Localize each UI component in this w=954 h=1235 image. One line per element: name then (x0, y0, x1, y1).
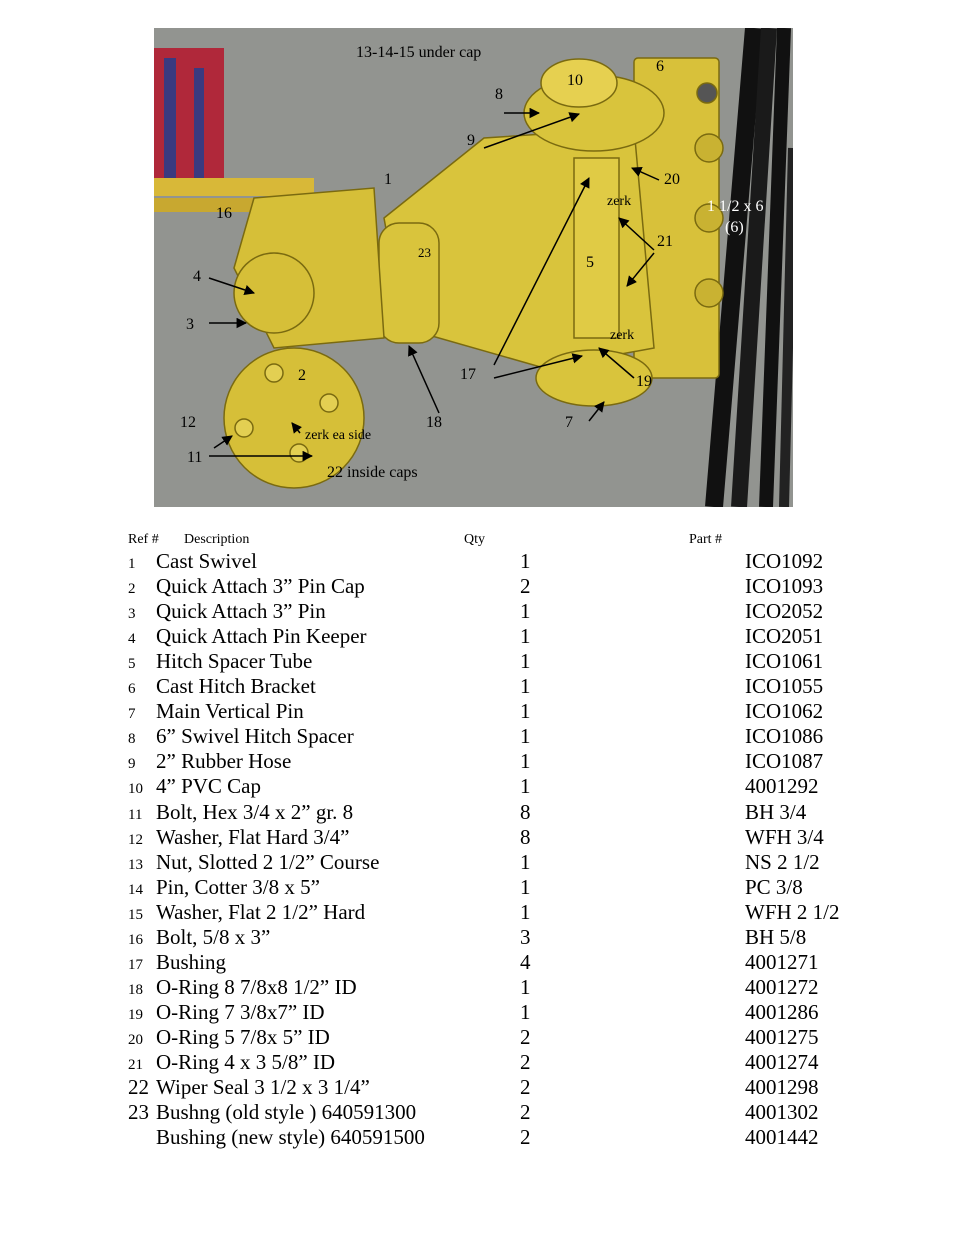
part-quantity: 2 (520, 1050, 531, 1074)
table-row (128, 825, 888, 850)
part-description: O-Ring 5 7/8x 5” ID (156, 1024, 330, 1049)
table-row (128, 1075, 888, 1100)
part-number: WFH 3/4 (745, 824, 824, 849)
part-description: Main Vertical Pin (156, 699, 304, 724)
ref-number: 11 (128, 806, 143, 823)
part-number: 4001292 (745, 774, 819, 799)
label-17: 17 (460, 366, 476, 383)
ref-number: 16 (128, 931, 143, 948)
part-quantity: 2 (520, 1075, 531, 1100)
part-number: 4001271 (745, 949, 819, 974)
part-description: Quick Attach 3” Pin Cap (156, 574, 365, 599)
label-5: 5 (586, 254, 594, 271)
part-number: ICO1087 (745, 749, 824, 774)
table-row (128, 1025, 888, 1050)
label-zerk-lower: zerk (610, 328, 635, 343)
label-top: 13-14-15 under cap (356, 44, 482, 61)
label-18: 18 (426, 414, 442, 431)
ref-number: 8 (128, 731, 136, 748)
part-description: 2” Rubber Hose (156, 749, 292, 774)
part-description: 4” PVC Cap (156, 774, 261, 799)
ref-number: 2 (128, 581, 136, 598)
part-quantity: 2 (520, 1100, 531, 1125)
part-quantity: 1 (520, 649, 531, 674)
part-number: NS 2 1/2 (745, 849, 820, 874)
table-row (128, 850, 888, 875)
part-number: BH 5/8 (745, 924, 807, 949)
label-2: 2 (298, 367, 306, 384)
table-row (128, 950, 888, 975)
ref-number: 14 (128, 881, 143, 898)
table-row (128, 724, 888, 749)
part-number: BH 3/4 (745, 799, 807, 824)
part-description: O-Ring 7 3/8x7” ID (156, 999, 325, 1024)
part-number: 4001272 (745, 974, 819, 999)
table-row (128, 1100, 888, 1125)
label-11: 11 (187, 449, 203, 466)
header-part: Part # (689, 532, 723, 547)
part-number: 4001442 (745, 1125, 819, 1150)
ref-number: 13 (128, 856, 143, 873)
part-number: ICO1086 (745, 724, 824, 749)
table-row (128, 699, 888, 724)
part-quantity: 1 (520, 899, 531, 924)
part-quantity: 1 (520, 724, 531, 749)
ref-number: 17 (128, 956, 143, 973)
part-number: ICO2052 (745, 599, 824, 624)
table-row (128, 900, 888, 925)
table-row (128, 875, 888, 900)
label-23: 23 (418, 245, 431, 260)
part-number: ICO2051 (745, 624, 824, 649)
parts-photo (154, 28, 793, 507)
part-number: 4001298 (745, 1075, 819, 1100)
part-quantity: 1 (520, 774, 531, 799)
part-quantity: 1 (520, 999, 531, 1024)
ref-number: 12 (128, 831, 143, 848)
table-row (128, 925, 888, 950)
label-bolts: 1 1/2 x 6 (707, 198, 764, 215)
part-quantity: 2 (520, 1024, 531, 1049)
part-description: Hitch Spacer Tube (156, 649, 313, 674)
header-qty: Qty (464, 532, 485, 547)
part-quantity: 1 (520, 674, 531, 699)
ref-number: 4 (128, 631, 136, 648)
part-description: Quick Attach 3” Pin (156, 599, 326, 624)
table-row (128, 649, 888, 674)
header-description: Description (184, 532, 250, 547)
label-7: 7 (565, 414, 573, 431)
part-description: Bushng (old style ) 640591300 (156, 1100, 417, 1125)
table-row (128, 800, 888, 825)
label-zerk-side: zerk ea side (305, 428, 372, 443)
ref-number: 20 (128, 1031, 143, 1048)
label-3: 3 (186, 316, 194, 333)
ref-number: 19 (128, 1006, 143, 1023)
part-description: Bushing (new style) 640591500 (156, 1125, 425, 1150)
label-10: 10 (567, 72, 583, 89)
part-description: O-Ring 4 x 3 5/8” ID (156, 1050, 336, 1074)
part-quantity: 1 (520, 874, 531, 899)
ref-number: 10 (128, 781, 143, 798)
table-row (128, 549, 888, 574)
part-quantity: 1 (520, 699, 531, 724)
ref-number: 1 (128, 556, 136, 572)
part-number: 4001274 (745, 1050, 819, 1074)
ref-number: 15 (128, 906, 143, 923)
part-description: Cast Hitch Bracket (156, 674, 316, 699)
part-number: WFH 2 1/2 (745, 899, 840, 924)
table-row (128, 975, 888, 1000)
part-quantity: 2 (520, 574, 531, 599)
part-number: ICO1061 (745, 649, 824, 674)
part-number: ICO1092 (745, 549, 824, 573)
ref-number: 18 (128, 981, 143, 998)
part-quantity: 1 (520, 849, 531, 874)
ref-number: 21 (128, 1057, 143, 1073)
part-number: 4001302 (745, 1100, 819, 1125)
table-row (128, 674, 888, 699)
part-description: 6” Swivel Hitch Spacer (156, 724, 354, 749)
label-8: 8 (495, 86, 503, 103)
label-21: 21 (657, 233, 673, 250)
part-quantity: 1 (520, 599, 531, 624)
ref-number: 23 (128, 1100, 149, 1125)
part-number: 4001275 (745, 1024, 819, 1049)
table-row (128, 1000, 888, 1025)
label-19: 19 (636, 373, 652, 390)
part-quantity: 1 (520, 974, 531, 999)
part-number: ICO1062 (745, 699, 824, 724)
part-quantity: 2 (520, 1125, 531, 1150)
part-description: Nut, Slotted 2 1/2” Course (156, 849, 380, 874)
part-quantity: 8 (520, 799, 531, 824)
ref-number: 6 (128, 681, 136, 698)
part-number: 4001286 (745, 999, 819, 1024)
ref-number: 5 (128, 656, 136, 673)
label-20: 20 (664, 171, 680, 188)
part-description: Quick Attach Pin Keeper (156, 624, 367, 649)
part-description: Washer, Flat Hard 3/4” (156, 824, 350, 849)
ref-number: 9 (128, 756, 136, 773)
part-quantity: 1 (520, 749, 531, 774)
label-12: 12 (180, 414, 196, 431)
part-description: Bolt, Hex 3/4 x 2” gr. 8 (156, 799, 354, 824)
part-description: Bolt, 5/8 x 3” (156, 924, 271, 949)
part-number: PC 3/8 (745, 874, 803, 899)
part-description: Cast Swivel (156, 549, 257, 573)
ref-number: 7 (128, 706, 136, 723)
table-row (128, 749, 888, 774)
label-4: 4 (193, 268, 201, 285)
label-bolts-qty: (6) (725, 219, 744, 236)
label-9: 9 (467, 132, 475, 149)
table-row (128, 774, 888, 799)
part-number: ICO1093 (745, 574, 824, 599)
ref-number: 3 (128, 606, 136, 623)
label-zerk-upper: zerk (607, 194, 632, 209)
table-row (128, 599, 888, 624)
part-quantity: 8 (520, 824, 531, 849)
part-description: Washer, Flat 2 1/2” Hard (156, 899, 366, 924)
label-16: 16 (216, 205, 232, 222)
part-quantity: 1 (520, 624, 531, 649)
part-quantity: 1 (520, 549, 531, 573)
ref-number: 22 (128, 1075, 149, 1100)
part-description: O-Ring 8 7/8x8 1/2” ID (156, 974, 357, 999)
part-description: Bushing (156, 949, 227, 974)
label-6: 6 (656, 58, 664, 75)
part-description: Wiper Seal 3 1/2 x 3 1/4” (156, 1075, 370, 1100)
part-number: ICO1055 (745, 674, 824, 699)
header-ref: Ref # (128, 532, 159, 547)
part-quantity: 4 (520, 949, 531, 974)
table-row (128, 624, 888, 649)
label-1: 1 (384, 171, 392, 188)
table-row (128, 574, 888, 599)
part-quantity: 3 (520, 924, 531, 949)
part-description: Pin, Cotter 3/8 x 5” (156, 874, 320, 899)
label-inside-caps: 22 inside caps (327, 464, 418, 481)
table-row (128, 1125, 888, 1150)
table-row (128, 1050, 888, 1075)
